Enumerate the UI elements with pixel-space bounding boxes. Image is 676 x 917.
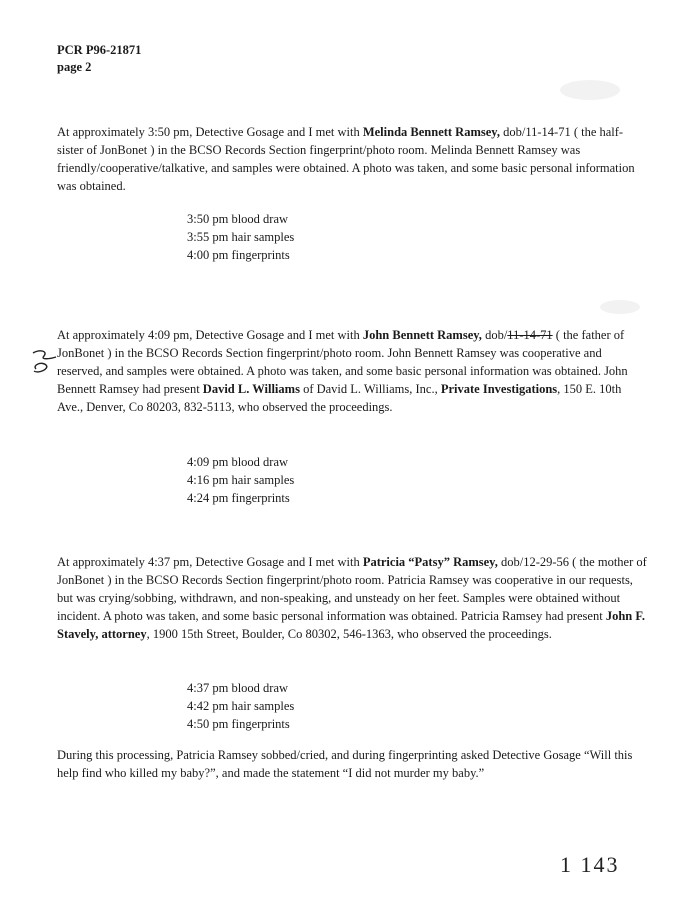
log-entry: 4:24 pm fingerprints (187, 491, 290, 505)
page-number: 1 143 (560, 852, 620, 877)
case-number: PCR P96-21871 (57, 43, 142, 57)
subject-name: John Bennett Ramsey, (362, 328, 482, 342)
sample-log-patricia (187, 679, 294, 733)
log-entry: 4:42 pm hair samples (187, 699, 295, 713)
log-entry: 4:16 pm hair samples (187, 473, 295, 487)
present-name: John F. Stavely, attorney (57, 609, 645, 641)
present-name: David L. Williams (202, 382, 300, 396)
paragraph-text: ( the father of JonBonet ) in the BCSO Records Section fingerprint/photo room. John Bennett Ramsey was cooperative and reserved, and samples were obtained. A photo was taken, and some basic personal information was obtained. John Bennett Ramsey had present (57, 328, 628, 396)
log-entry: 3:50 pm blood draw (187, 212, 289, 226)
paragraph-text: , 150 E. 10th Ave., Denver, Co 80203, 832-5113, who observed the proceedings. (57, 382, 622, 414)
paragraph-text: At approximately 3:50 pm, Detective Gosage and I met with (57, 125, 363, 139)
paragraph-patricia (57, 553, 647, 643)
log-entry: 4:00 pm fingerprints (187, 248, 290, 262)
sample-log-melinda (187, 210, 294, 264)
page-label: page 2 (57, 60, 92, 74)
subject-name: Patricia “Patsy” Ramsey, (362, 555, 498, 569)
paragraph-text: of David L. Williams, Inc., (299, 382, 441, 396)
paragraph-processing-note: During this processing, Patricia Ramsey sobbed/cried, and during fingerprinting asked Detective Gosage “Will this help find who killed my baby?”, and made the statement “I did not murder my baby.” (57, 748, 633, 780)
log-entry: 4:09 pm blood draw (187, 455, 289, 469)
subject-name: Melinda Bennett Ramsey, (362, 125, 500, 139)
dob-label: dob/ (485, 328, 508, 342)
document-header (57, 42, 141, 76)
paragraph-text: At approximately 4:09 pm, Detective Gosage and I met with (57, 328, 363, 342)
paragraph-john (57, 326, 647, 416)
paragraph-text: dob/11-14-71 ( the half-sister of JonBonet ) in the BCSO Records Section fingerprint/photo room. Melinda Bennett Ramsey was friendly/cooperative/talkative, and samples were obtained. A photo was taken, and some basic personal information was obtained. (57, 125, 635, 193)
paragraph-text: , 1900 15th Street, Boulder, Co 80302, 546-1363, who observed the proceedings. (146, 627, 552, 641)
sample-log-john (187, 453, 294, 507)
struck-dob: 11-14-71 (507, 328, 553, 342)
paragraph-melinda (57, 123, 647, 195)
log-entry: 4:37 pm blood draw (187, 681, 289, 695)
firm-name: Private Investigations (440, 382, 558, 396)
paragraph-text: At approximately 4:37 pm, Detective Gosage and I met with (57, 555, 363, 569)
log-entry: 3:55 pm hair samples (187, 230, 295, 244)
log-entry: 4:50 pm fingerprints (187, 717, 290, 731)
paragraph-text: dob/12-29-56 ( the mother of JonBonet ) in the BCSO Records Section fingerprint/photo room. Patricia Ramsey was cooperative in our requests, but was crying/sobbing, withdrawn, and non-speaking, and unsteady on her feet. Samples were obtained without incident. A photo was taken, and some basic personal information was obtained. Patricia Ramsey had present (57, 555, 647, 623)
